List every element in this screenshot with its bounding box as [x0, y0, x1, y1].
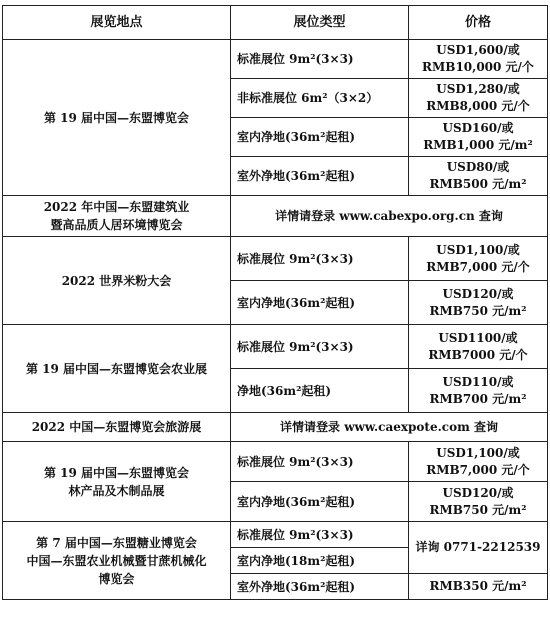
price-cell [409, 281, 548, 325]
price-cell [409, 79, 548, 118]
price-cell [409, 325, 548, 369]
price-rmb: RMB750 元/m² [429, 502, 527, 517]
price-cell [409, 369, 548, 413]
price-cell [409, 482, 548, 522]
venue-line: 2022 年中国—东盟建筑业 [43, 200, 190, 214]
price-usd: USD1,600/或 [436, 43, 520, 57]
table-row [3, 237, 548, 281]
booth-type-cell: 室外净地(36m²起租) [231, 157, 409, 196]
venue-cell: 第 19 届中国—东盟博览会农业展 [3, 325, 231, 413]
venue-cell: 2022 中国—东盟博览会旅游展 [3, 413, 231, 442]
price-usd: USD1,100/或 [436, 445, 520, 460]
price-cell [409, 157, 548, 196]
price-usd: USD80/或 [446, 160, 510, 174]
venue-line: 第 19 届中国—东盟博览会 [43, 465, 190, 480]
header-row [3, 6, 548, 40]
booth-type-cell: 标准展位 9m²(3×3) [231, 237, 409, 281]
table-row [3, 413, 548, 442]
header-price: 价格 [409, 6, 548, 40]
booth-type-cell: 室外净地(36m²起租) [231, 574, 409, 600]
price-cell [409, 118, 548, 157]
price-cell [409, 237, 548, 281]
price-usd: USD1,100/或 [436, 242, 520, 257]
price-usd: USD1100/或 [438, 330, 518, 345]
price-cell [409, 442, 548, 482]
price-rmb: RMB7000 元/个 [428, 347, 528, 362]
price-usd: USD1,280/或 [436, 82, 520, 96]
price-rmb: RMB750 元/m² [429, 303, 527, 318]
info-cell: 详情请登录 www.caexpote.com 查询 [231, 413, 548, 442]
header-booth-type: 展位类型 [231, 6, 409, 40]
price-usd: USD120/或 [442, 286, 514, 301]
price-cell: 详询 0771-2212539 [409, 522, 548, 574]
venue-line: 博览会 [98, 571, 135, 586]
venue-cell [3, 196, 231, 237]
price-rmb: RMB1,000 元/m² [423, 138, 533, 152]
table-row [3, 196, 548, 237]
booth-type-cell: 标准展位 9m²(3×3) [231, 325, 409, 369]
booth-type-cell: 室内净地(36m²起租) [231, 281, 409, 325]
price-usd: USD110/或 [442, 374, 514, 389]
price-rmb: RMB7,000 元/个 [426, 462, 530, 477]
table-row [3, 442, 548, 482]
booth-type-cell: 室内净地(36m²起租) [231, 118, 409, 157]
venue-cell [3, 522, 231, 600]
venue-line: 第 7 届中国—东盟糖业博览会 [36, 535, 197, 550]
table-row [3, 40, 548, 79]
price-usd: USD160/或 [442, 121, 514, 135]
venue-cell: 第 19 届中国—东盟博览会 [3, 40, 231, 196]
price-rmb: RMB10,000 元/个 [422, 60, 534, 74]
venue-line: 中国—东盟农业机械暨甘蔗机械化 [26, 553, 207, 568]
price-cell [409, 40, 548, 79]
venue-cell [3, 442, 231, 522]
booth-type-cell: 净地(36m²起租) [231, 369, 409, 413]
venue-cell: 2022 世界米粉大会 [3, 237, 231, 325]
table-row [3, 325, 548, 369]
header-venue: 展览地点 [3, 6, 231, 40]
table-row [3, 522, 548, 548]
venue-line: 林产品及木制品展 [68, 483, 165, 498]
price-usd: USD120/或 [442, 485, 514, 500]
booth-type-cell: 室内净地(36m²起租) [231, 482, 409, 522]
info-cell: 详情请登录 www.cabexpo.org.cn 查询 [231, 196, 548, 237]
price-rmb: RMB8,000 元/个 [426, 99, 530, 113]
venue-line: 暨高品质人居环境博览会 [50, 218, 183, 232]
booth-type-cell: 非标准展位 6m²（3×2） [231, 79, 409, 118]
price-rmb: RMB700 元/m² [429, 391, 527, 406]
price-rmb: RMB500 元/m² [429, 177, 527, 191]
price-cell: RMB350 元/m² [409, 574, 548, 600]
booth-type-cell: 标准展位 9m²(3×3) [231, 442, 409, 482]
booth-type-cell: 标准展位 9m²(3×3) [231, 40, 409, 79]
booth-price-table [2, 5, 548, 600]
booth-type-cell: 标准展位 9m²(3×3) [231, 522, 409, 548]
price-rmb: RMB7,000 元/个 [426, 259, 530, 274]
booth-type-cell: 室内净地(18m²起租) [231, 548, 409, 574]
